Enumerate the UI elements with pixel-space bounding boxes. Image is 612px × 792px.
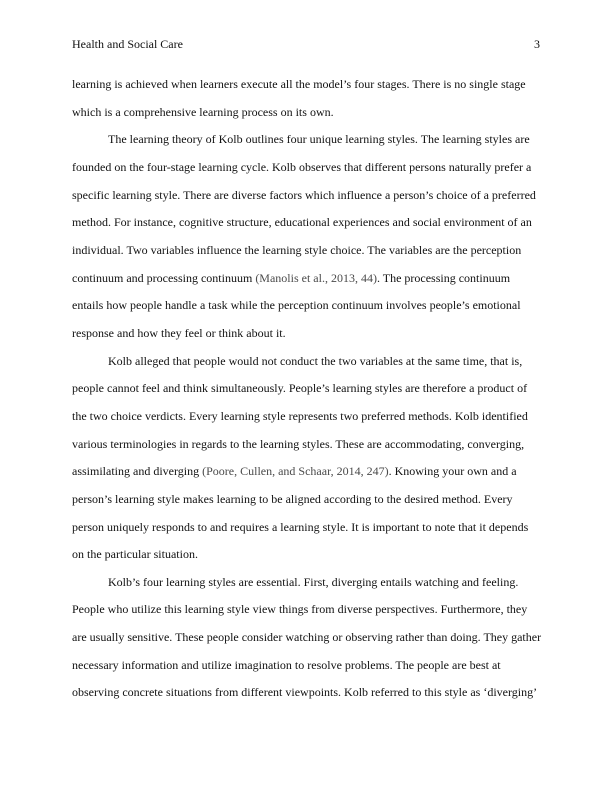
paragraph-text: . Knowing your own and a person’s learning style makes learning to be aligned according to the desired method. Every person uniquely responds to and requires a learning style. It is important to note that it depends on the particular situation.	[72, 464, 529, 562]
citation-poore: (Poore, Cullen, and Schaar, 2014, 247)	[202, 464, 389, 479]
paragraph-text: Kolb alleged that people would not conduct the two variables at the same time, that is, people cannot feel and think simultaneously. People’s learning styles are therefore a product of the two choice verdicts. Every learning style represents two preferred methods. Kolb identified various terminologies in regards to the learning styles. These are accommodating, converging, assimilating and diverging	[72, 353, 528, 479]
paragraph-kolb-alleged	[72, 348, 542, 569]
page-header	[72, 36, 540, 52]
paragraph-text: . The processing continuum entails how people handle a task while the perception continuum involves people’s emotional response and how they feel or think about it.	[72, 270, 521, 340]
paragraph-text: The learning theory of Kolb outlines four unique learning styles. The learning styles are founded on the four-stage learning cycle. Kolb observes that different persons naturally prefer a specific learning style. There are diverse factors which influence a person’s choice of a preferred method. For instance, cognitive structure, educational experiences and social environment of an individual. Two variables influence the learning style choice. The variables are the perception continuum and processing continuum	[72, 132, 536, 285]
paragraph-text: learning is achieved when learners execute all the model’s four stages. There is no single stage which is a comprehensive learning process on its own.	[72, 77, 526, 119]
page-number: 3	[534, 37, 540, 51]
body-text	[72, 71, 542, 707]
paragraph-continuation	[72, 71, 542, 126]
paragraph-text: Kolb’s four learning styles are essential. First, diverging entails watching and feeling. People who utilize this learning style view things from diverse perspectives. Furthermore, they are usually sensitive. These people consider watching or observing rather than doing. They gather necessary information and utilize imagination to resolve problems. The people are best at observing concrete situations from different viewpoints. Kolb referred to this style as ‘diverging’	[72, 574, 542, 700]
paragraph-four-styles	[72, 569, 542, 707]
citation-manolis: (Manolis et al., 2013, 44)	[255, 270, 377, 285]
paragraph-learning-theory	[72, 126, 542, 347]
running-head: Health and Social Care	[72, 37, 183, 51]
